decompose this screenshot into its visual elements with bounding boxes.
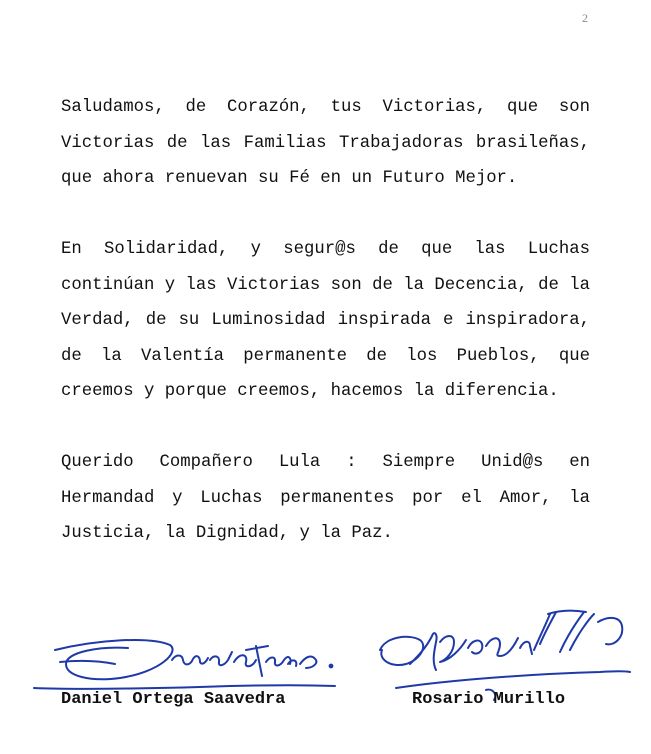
paragraph-solidarity: En Solidaridad, y segur@s de que las Luchas continúan y las Victorias son de la Decencia, de la Verdad, de su Luminosidad inspirada e inspiradora, de la Valentía permanente de los Pueblos, que creemos y porque creemos, hacemos la diferencia. [61, 240, 590, 401]
signatory-name-daniel-ortega: Daniel Ortega Saavedra [61, 690, 286, 709]
paragraph-closing: Querido Compañero Lula : Siempre Unid@s en Hermandad y Luchas permanentes por el Amor, la Justicia, la Dignidad, y la Paz. [61, 453, 590, 543]
signatory-name-rosario-murillo: Rosario Murillo [412, 690, 566, 709]
signature-rosario-murillo-handwriting [380, 611, 630, 700]
page-number: 2 [582, 11, 588, 25]
paragraph-greeting: Saludamos, de Corazón, tus Victorias, que son Victorias de las Familias Trabajadoras brasileñas, que ahora renuevan su Fé en un Futuro Mejor. [61, 98, 590, 188]
signature-daniel-ortega-handwriting [34, 640, 335, 689]
letter-body [61, 90, 590, 552]
